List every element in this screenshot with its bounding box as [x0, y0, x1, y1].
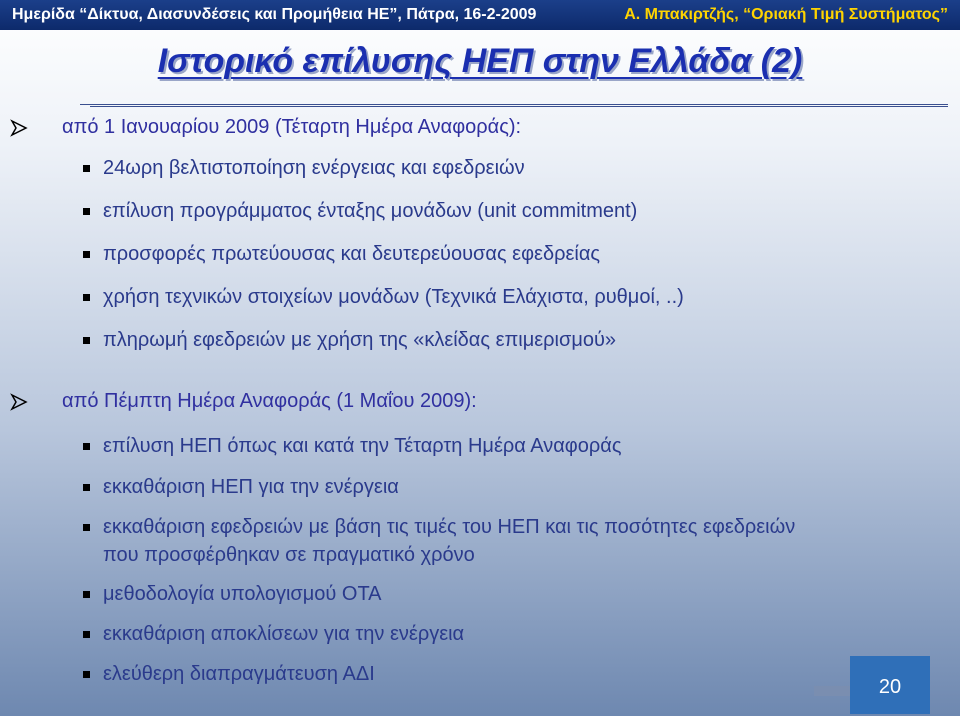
- title-divider: [80, 104, 948, 105]
- header-event-text: Ημερίδα “Δίκτυα, Διασυνδέσεις και Προμήθεια ΗΕ”, Πάτρα, 16-2-2009: [12, 6, 537, 23]
- square-bullet-icon: [83, 671, 90, 678]
- slide-title: Ιστορικό επίλυσης ΗΕΠ στην Ελλάδα (2): [157, 42, 803, 80]
- arrow-bullet-icon: [10, 119, 28, 137]
- square-bullet-icon: [83, 208, 90, 215]
- square-bullet-icon: [83, 631, 90, 638]
- title-divider-secondary: [90, 106, 948, 107]
- square-bullet-icon: [83, 294, 90, 301]
- slide-header: [0, 0, 960, 30]
- square-bullet-icon: [83, 484, 90, 491]
- square-bullet-icon: [83, 165, 90, 172]
- square-bullet-icon: [83, 591, 90, 598]
- header-author-text: Α. Μπακιρτζής, “Οριακή Τιμή Συστήματος”: [624, 6, 948, 23]
- square-bullet-icon: [83, 251, 90, 258]
- arrow-bullet-icon: [10, 393, 28, 411]
- page-number: 20: [878, 676, 902, 698]
- square-bullet-icon: [83, 524, 90, 531]
- square-bullet-icon: [83, 337, 90, 344]
- square-bullet-icon: [83, 443, 90, 450]
